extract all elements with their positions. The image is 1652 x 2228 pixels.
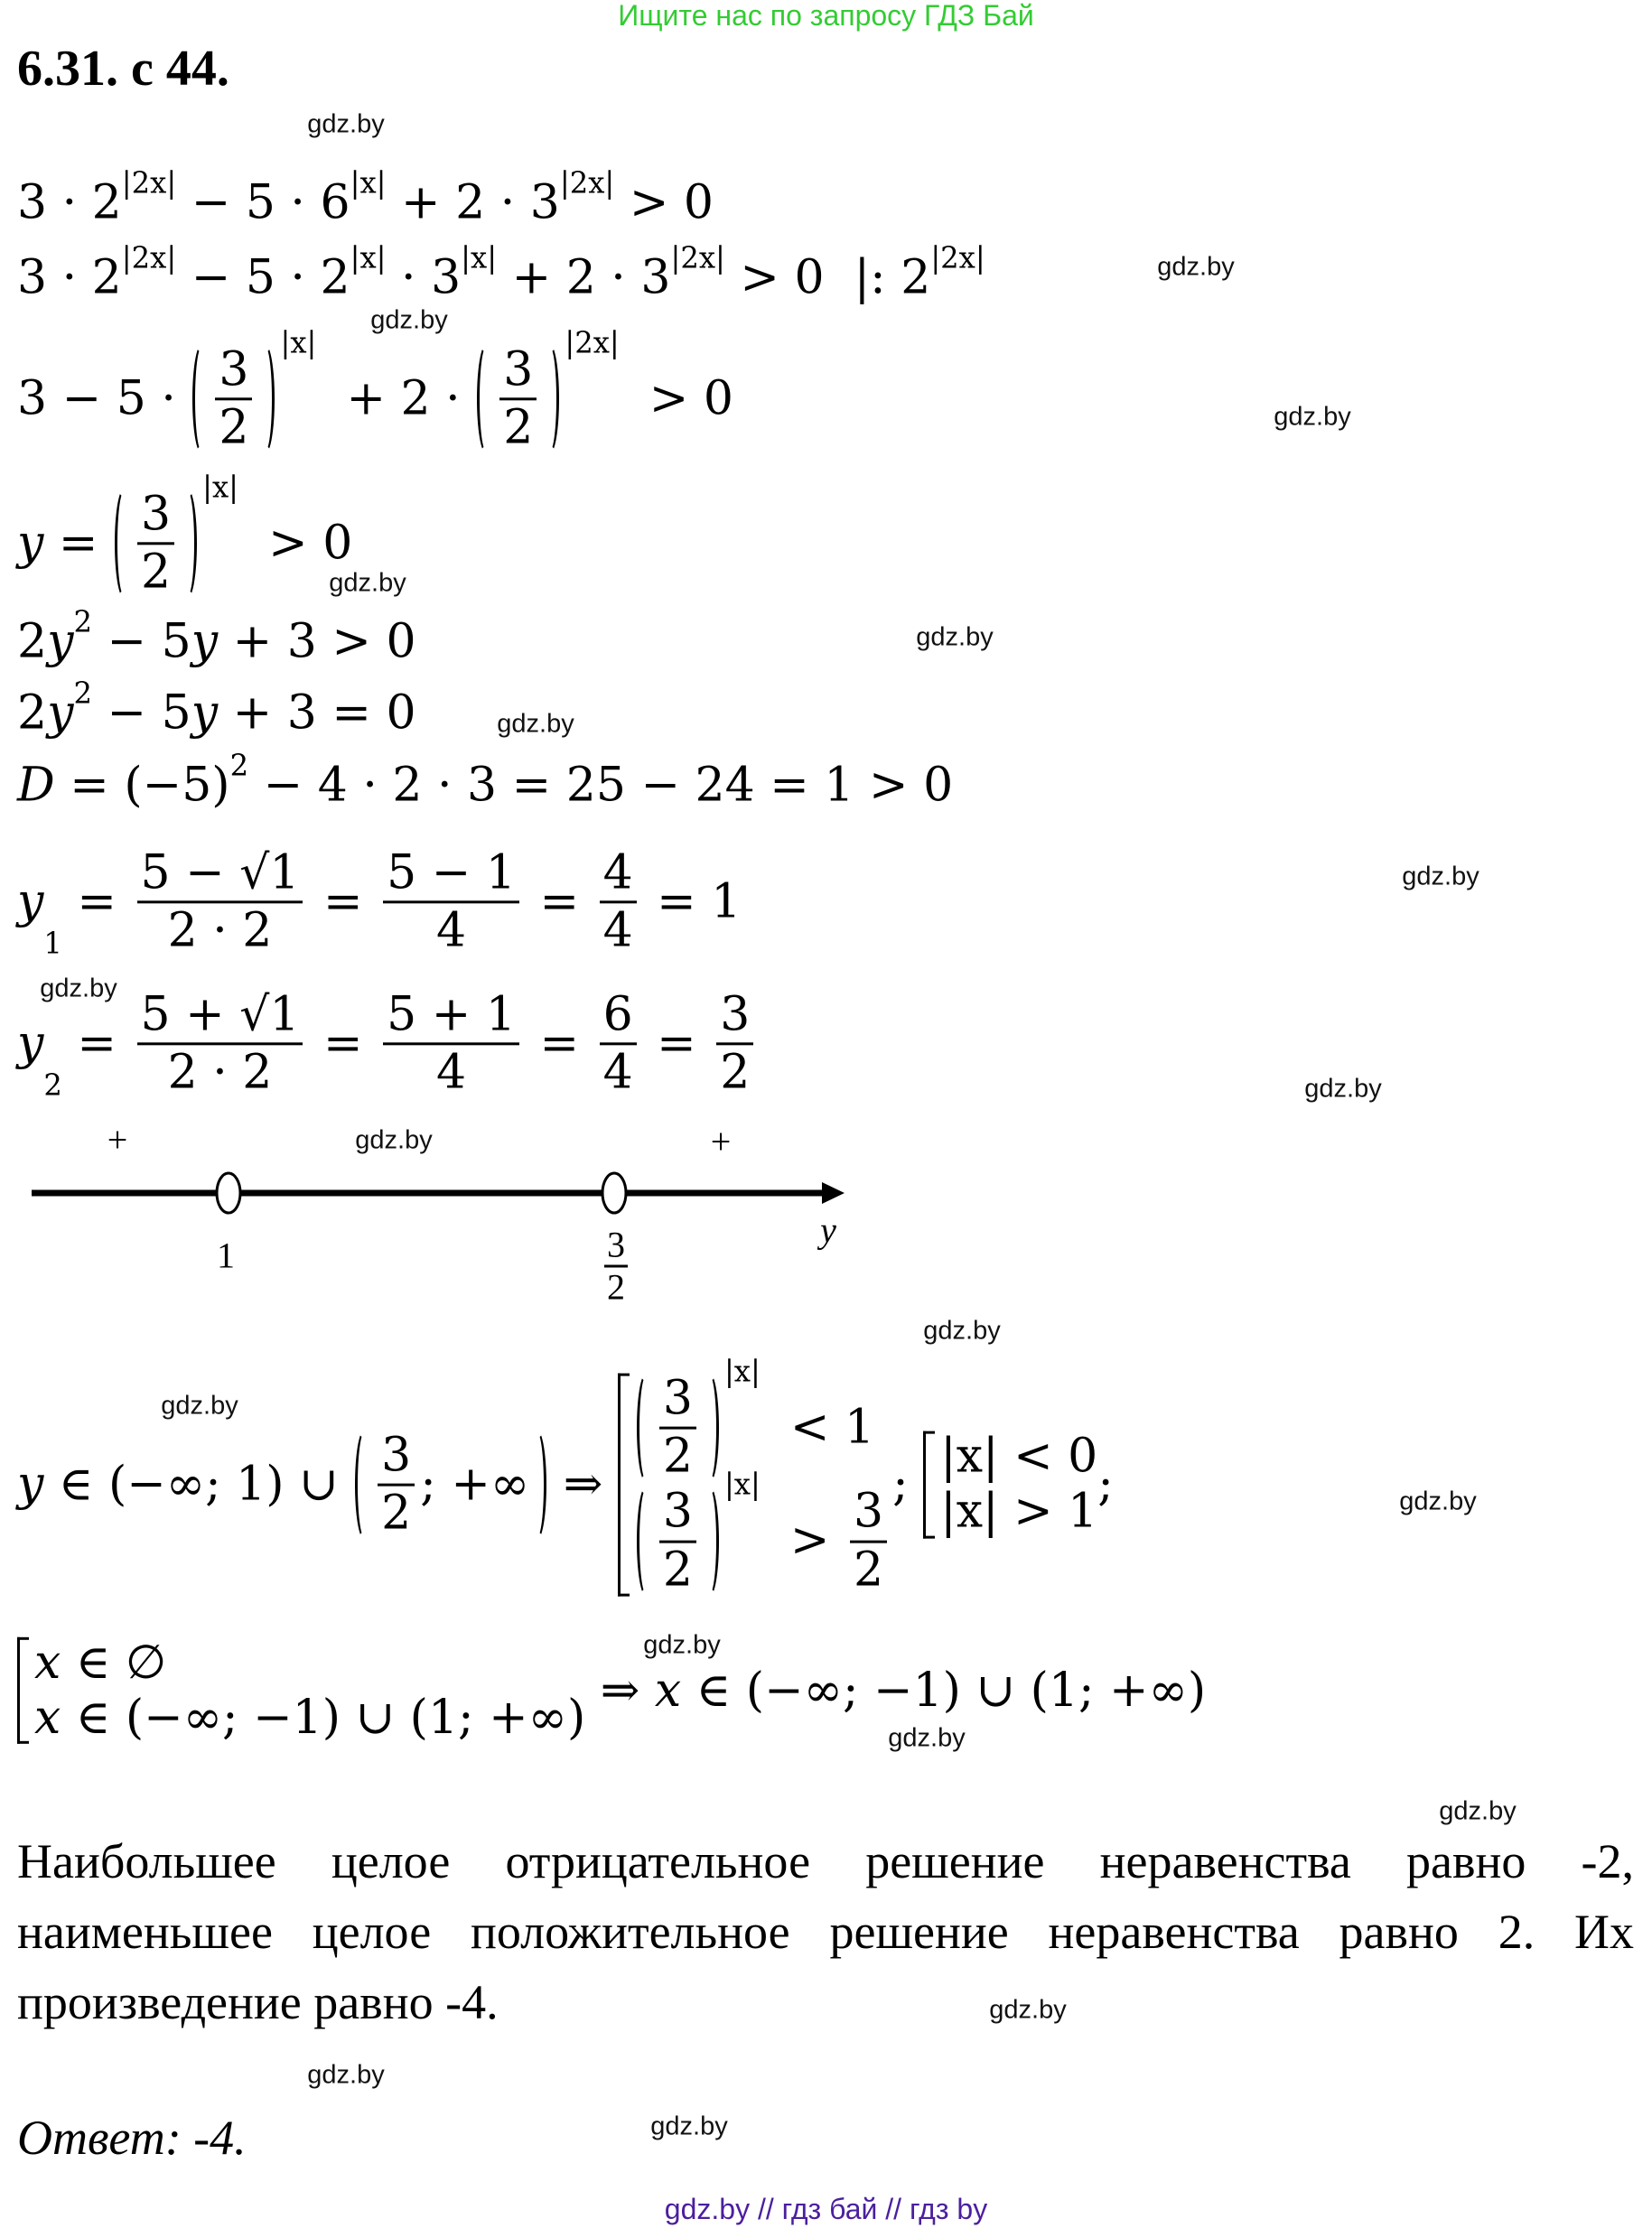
fraction-numerator: 3 [850,1487,887,1543]
exponent: |x| [723,1354,761,1389]
left-paren [115,489,130,598]
math-text: ; [1097,1457,1114,1512]
math-text: + 2 · 3 [497,250,671,305]
left-paren [355,1430,370,1539]
exponent: |2x| [121,165,177,200]
square-bracket [923,1431,935,1538]
math-text: = [43,516,114,571]
watermark: gdz.by [643,1630,721,1660]
power-of-fraction [475,324,620,455]
left-paren [192,344,208,453]
math-text: = [61,874,132,929]
math-text: > 0 |: 2 [724,250,931,305]
fraction [378,1430,415,1539]
math-text: 3 − 5 · [17,371,191,426]
watermark: gdz.by [355,1125,433,1155]
fraction-numerator: 3 [716,989,753,1045]
fraction-numerator: 3 [659,1487,696,1543]
arrow-head-icon [822,1182,845,1204]
math-text: ⇒ [585,1663,655,1718]
exponent: |2x| [565,324,620,359]
exponent: |x| [723,1467,761,1502]
fraction-denominator: 2 [662,1429,693,1484]
fraction-numerator: 5 + √1 [137,989,303,1045]
watermark: gdz.by [1399,1487,1477,1516]
math-text: − 4 · 2 · 3 = 25 − 24 = 1 > 0 [248,758,954,813]
math-text: 3 · 2 [17,175,122,230]
watermark: gdz.by [1304,1074,1382,1104]
subscript: 1 [43,926,62,961]
answer: Ответ: -4. [17,2111,247,2165]
math-text: ; +∞ [420,1457,530,1512]
math-text: = [308,1016,378,1071]
fraction [499,344,537,453]
watermark: gdz.by [650,2111,728,2141]
paren-group [635,1371,721,1484]
math-text: ∈ (−∞; −1) ∪ (1; +∞) [681,1663,1207,1718]
fraction-denominator: 2 [720,1045,751,1100]
math-text: > [760,1514,845,1569]
cases [940,1431,1097,1538]
math-text: − 5 [92,685,191,741]
paren-group [475,344,561,453]
math-text: − 5 · 2 [176,250,350,305]
watermark: gdz.by [40,974,117,1003]
fraction-numerator: 3 [659,1374,696,1430]
math-text: |x| < 0 [940,1429,1098,1484]
variable: y [17,874,44,929]
math-line [17,324,733,455]
watermark: gdz.by [307,2060,385,2090]
watermark: gdz.by [161,1391,238,1421]
math-text: > 0 [614,175,714,230]
math-text: ⇒ [548,1457,618,1512]
fraction-numerator: 3 [215,344,252,400]
math-text: = [308,874,378,929]
fraction-denominator: 2 [854,1543,884,1598]
math-line [17,1354,1114,1598]
watermark: gdz.by [916,622,994,652]
exponent: |2x| [559,165,615,200]
power-of-fraction [635,1467,761,1598]
fraction-denominator: 4 [602,1045,633,1100]
exponent: 2 [73,676,92,711]
number-line [0,1111,903,1219]
exponent: |2x| [121,240,177,275]
math-text: + 3 > 0 [218,614,416,669]
math-text: − 5 [92,614,191,669]
fraction [850,1487,887,1596]
fraction [383,989,519,1098]
exponent: 2 [229,748,249,783]
variable: y [191,614,219,669]
exponent: |x| [350,165,387,200]
case-row [34,1637,585,1689]
axis-label-y: y [820,1209,836,1251]
fraction [137,847,303,956]
math-text: ; [892,1457,924,1512]
square-bracket [618,1374,630,1597]
footer-links[interactable]: gdz.by // гдз бай // гдз by [664,2193,988,2225]
math-line [17,1637,1206,1744]
fraction-denominator: 4 [602,903,633,958]
math-text: > 0 [619,371,733,426]
case-row [940,1487,1097,1538]
fraction-numerator: 5 − 1 [383,847,519,903]
left-paren [637,1374,652,1483]
interval-group [353,1430,548,1539]
frac-den: 2 [607,1266,625,1308]
watermark: gdz.by [1439,1796,1517,1826]
exponent: |x| [461,240,498,275]
math-text: ∈ (−∞; −1) ∪ (1; +∞) [61,1691,586,1745]
math-line [17,469,353,600]
fraction-numerator: 6 [600,989,637,1045]
case-row [940,1431,1097,1483]
exercise-title: 6.31. с 44. [17,41,229,97]
variable: x [34,1635,61,1690]
math-text: − 5 · 6 [176,175,350,230]
watermark: gdz.by [497,709,574,739]
math-line [17,676,416,741]
point-label-1: 1 [217,1235,235,1276]
math-text: 2 [17,614,48,669]
math-text: > 0 [238,516,353,571]
right-paren [531,1430,546,1539]
power-of-fraction [113,469,239,600]
search-hint-banner: Ищите нас по запросу ГДЗ Бай [618,0,1034,32]
math-text: = [641,1016,712,1071]
math-text: = 1 [641,874,742,929]
variable: x [34,1691,61,1745]
math-line [17,604,416,669]
variable: y [17,516,44,571]
exponent: |x| [280,324,317,359]
fraction-denominator: 2 · 2 [167,903,273,958]
fraction [137,989,303,1098]
sign-plus-left: + [107,1119,128,1161]
math-text: |x| > 1 [940,1485,1098,1539]
sign-plus-right: + [710,1121,732,1162]
fraction-numerator: 3 [378,1430,415,1486]
paren-group [635,1487,721,1596]
paren-group [113,489,199,598]
watermark: gdz.by [329,568,406,598]
right-paren [182,489,197,598]
fraction [659,1371,696,1484]
conclusion-text: Наибольшее целое отрицательное решение неравенства равно -2, наименьшее целое положительное решение неравенства равно 2. Их произведение равно -4. [17,1834,1634,2029]
square-bracket [17,1637,29,1744]
exponent: |2x| [670,240,725,275]
case-row [635,1467,892,1598]
math-text: + 3 = 0 [218,685,416,741]
fraction-denominator: 2 [662,1543,693,1598]
variable: y [191,685,219,741]
fraction-denominator: 2 [219,400,249,455]
right-paren [544,344,559,453]
fraction-numerator: 4 [600,847,637,903]
exponent: |x| [202,469,239,504]
exponent: |2x| [930,240,985,275]
case-row [635,1354,892,1484]
open-point-1 [217,1173,240,1213]
math-text: = [524,874,594,929]
math-line [17,845,742,961]
watermark: gdz.by [989,1995,1067,2025]
variable: D [17,758,55,813]
right-paren [704,1487,719,1596]
variable: y [17,1016,44,1071]
math-text: ∈ ∅ [61,1635,167,1690]
fraction [600,847,637,956]
fraction [383,847,519,956]
watermark: gdz.by [1274,402,1351,432]
open-point-3-2 [602,1173,626,1213]
right-paren [704,1374,719,1483]
fraction [600,989,637,1098]
math-line [17,748,954,813]
power-of-fraction [191,324,317,455]
math-text: = (−5) [54,758,230,813]
watermark: gdz.by [307,109,385,139]
watermark: gdz.by [370,305,448,335]
cases [34,1637,585,1744]
fraction-denominator: 2 · 2 [167,1045,273,1100]
fraction-numerator: 3 [137,489,174,545]
fraction-numerator: 5 + 1 [383,989,519,1045]
interval-content [372,1430,529,1539]
exponent: |x| [350,240,387,275]
exponent: 2 [73,604,92,639]
fraction [137,489,174,598]
math-text: + 2 · 3 [386,175,560,230]
math-line [17,165,714,230]
math-text: < 1 [760,1400,875,1455]
fraction [716,989,753,1098]
watermark: gdz.by [1157,252,1235,282]
fraction-denominator: 2 [503,400,534,455]
math-text: = [524,1016,594,1071]
cases [635,1354,892,1598]
watermark: gdz.by [1402,862,1479,891]
math-text: + 2 · [316,371,476,426]
system-of-cases [618,1354,892,1598]
fraction-numerator: 3 [499,344,537,400]
math-text: · 3 [386,250,462,305]
fraction [659,1487,696,1596]
math-text: ∈ (−∞; 1) ∪ [43,1457,354,1512]
variable: y [47,685,74,741]
fraction-denominator: 2 [381,1486,412,1541]
paren-group [191,344,276,453]
math-text: 3 · 2 [17,250,122,305]
math-text: 2 [17,685,48,741]
fraction-denominator: 2 [141,545,172,600]
variable: y [47,614,74,669]
variable: x [654,1663,682,1718]
fraction-denominator: 4 [435,1045,467,1100]
left-paren [637,1487,652,1596]
watermark: gdz.by [923,1316,1001,1346]
math-text: = [61,1016,132,1071]
fraction-denominator: 4 [435,903,467,958]
variable: y [17,1457,44,1512]
case-row [34,1692,585,1744]
system-of-cases [17,1637,585,1744]
fraction [215,344,252,453]
watermark: gdz.by [888,1723,966,1753]
subscript: 2 [43,1067,62,1103]
right-paren [259,344,275,453]
frac-num: 3 [604,1226,628,1268]
left-paren [477,344,492,453]
point-label-3-2 [604,1226,628,1308]
system-of-cases [923,1431,1097,1538]
math-line [17,240,985,305]
fraction-numerator: 5 − √1 [137,847,303,903]
